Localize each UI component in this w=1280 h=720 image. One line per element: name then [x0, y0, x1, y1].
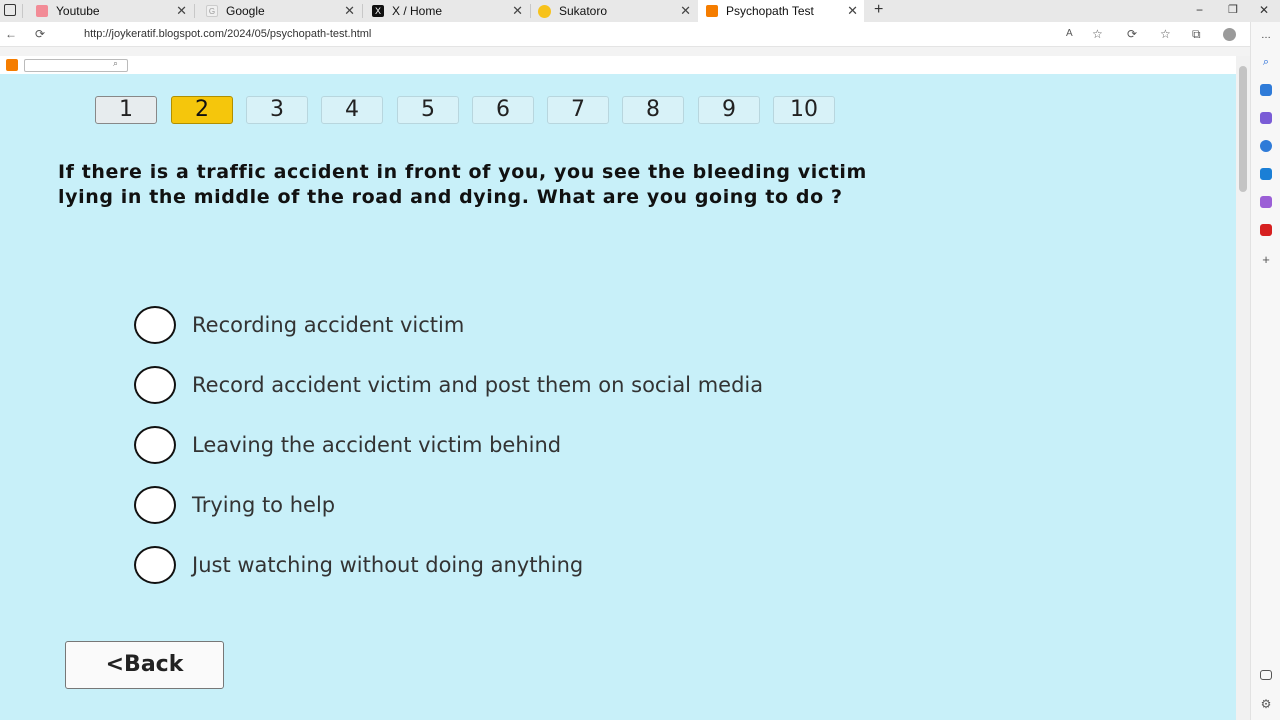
restore-icon[interactable]: ❐	[1228, 4, 1238, 16]
answer-option-4[interactable]	[134, 484, 335, 526]
address-bar-row	[0, 22, 1280, 47]
radio-button[interactable]	[134, 546, 176, 584]
radio-button[interactable]	[134, 306, 176, 344]
vertical-scrollbar[interactable]	[1236, 56, 1250, 720]
search-icon[interactable]: ⌕	[1262, 56, 1270, 68]
tab-youtube[interactable]	[28, 0, 193, 22]
answer-option-3[interactable]	[134, 424, 561, 466]
browser-sidebar	[1250, 22, 1280, 720]
close-icon[interactable]: ✕	[680, 3, 691, 18]
answer-option-1[interactable]	[134, 304, 464, 346]
close-icon[interactable]: ✕	[847, 3, 858, 18]
favorites-icon[interactable]: ☆	[1160, 27, 1171, 41]
scrollbar-thumb[interactable]	[1239, 66, 1247, 192]
answer-label[interactable]: Trying to help	[192, 493, 336, 517]
settings-gear-icon[interactable]: ⚙	[1260, 697, 1272, 711]
close-icon[interactable]: ✕	[512, 3, 523, 18]
tab-google[interactable]	[196, 0, 361, 22]
page-button-3[interactable]: 3	[246, 96, 308, 124]
blogger-navbar	[0, 56, 1236, 75]
tab-title: Youtube	[56, 4, 100, 18]
answer-label[interactable]: Record accident victim and post them on social media	[192, 373, 764, 397]
page-button-8[interactable]: 8	[622, 96, 684, 124]
blogger-logo-icon[interactable]	[6, 59, 18, 71]
page-button-9[interactable]: 9	[698, 96, 760, 124]
close-icon[interactable]: ✕	[176, 3, 187, 18]
tab-sukatoro[interactable]	[532, 0, 697, 22]
outlook-icon[interactable]	[1260, 168, 1272, 180]
tab-title: Sukatoro	[559, 4, 608, 18]
collections-icon[interactable]: ⧉	[1192, 27, 1201, 41]
extensions-icon[interactable]: ⟳	[1127, 27, 1138, 41]
tab-title: X / Home	[392, 4, 443, 18]
new-tab-icon[interactable]: +	[874, 1, 884, 18]
close-window-icon[interactable]: ✕	[1259, 3, 1270, 17]
answer-option-2[interactable]	[134, 364, 763, 406]
blogger-icon	[706, 5, 718, 17]
tools-icon[interactable]	[1260, 112, 1272, 124]
question-text: If there is a traffic accident in front of you, you see the bleeding victim lying in the middle of the road and dying. What are you going to do ?	[58, 161, 867, 208]
answer-label[interactable]: Recording accident victim	[192, 313, 465, 337]
sidebar-layout-icon[interactable]	[1260, 670, 1272, 680]
emoji-face-icon	[538, 5, 551, 18]
page-button-2[interactable]: 2	[171, 96, 233, 124]
radio-button[interactable]	[134, 486, 176, 524]
google-icon: G	[206, 5, 218, 17]
search-icon[interactable]: ⌕	[113, 58, 119, 68]
radio-button[interactable]	[134, 426, 176, 464]
close-icon[interactable]: ✕	[344, 3, 355, 18]
minimize-icon[interactable]: −	[1196, 3, 1204, 17]
page-button-7[interactable]: 7	[547, 96, 609, 124]
refresh-icon[interactable]: ⟳	[35, 27, 46, 41]
tab-title: Psychopath Test	[726, 4, 814, 18]
office-icon[interactable]	[1260, 140, 1272, 152]
copilot-icon[interactable]: …	[1261, 30, 1271, 41]
url-field[interactable]: http://joykeratif.blogspot.com/2024/05/psychopath-test.html	[64, 24, 1054, 44]
read-aloud-icon[interactable]: A	[1066, 28, 1073, 39]
page-button-4[interactable]: 4	[321, 96, 383, 124]
tab-psychopath-test[interactable]	[698, 0, 864, 22]
back-button[interactable]: <Back	[65, 641, 224, 689]
radio-button[interactable]	[134, 366, 176, 404]
page-button-5[interactable]: 5	[397, 96, 459, 124]
answer-label[interactable]: Just watching without doing anything	[192, 553, 584, 577]
youtube-icon	[36, 5, 48, 17]
page-button-10[interactable]: 10	[773, 96, 835, 124]
x-logo-icon: X	[372, 5, 384, 17]
back-arrow-icon[interactable]: ←	[5, 27, 17, 41]
tab-title: Google	[226, 4, 265, 18]
tab-strip	[0, 0, 1280, 22]
add-app-icon[interactable]: +	[1262, 252, 1270, 267]
tab-x-home[interactable]	[364, 0, 529, 22]
designer-icon[interactable]	[1260, 196, 1272, 208]
page-button-6[interactable]: 6	[472, 96, 534, 124]
profile-avatar-icon[interactable]	[1223, 28, 1236, 41]
shopping-icon[interactable]	[1260, 84, 1272, 96]
quiz-content	[0, 74, 1236, 720]
tab-actions-icon[interactable]	[4, 4, 16, 16]
answer-label[interactable]: Leaving the accident victim behind	[192, 433, 562, 457]
answer-option-5[interactable]	[134, 544, 583, 586]
page-button-1[interactable]: 1	[95, 96, 157, 124]
favorite-star-icon[interactable]: ☆	[1092, 27, 1103, 41]
app-red-icon[interactable]	[1260, 224, 1272, 236]
